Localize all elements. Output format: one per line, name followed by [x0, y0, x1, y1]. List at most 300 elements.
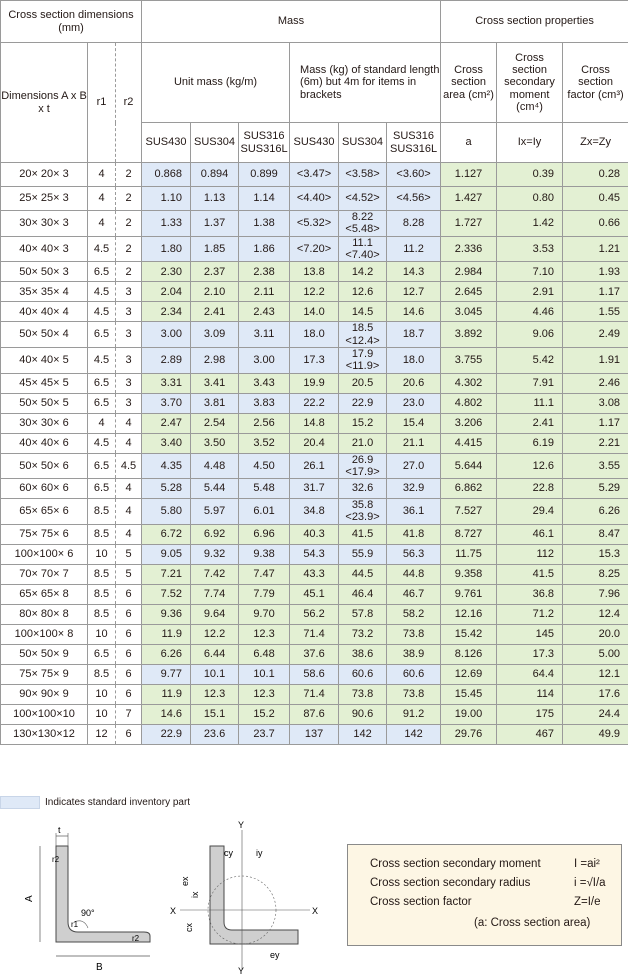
cell-unit-sus316: 7.79 [239, 584, 290, 604]
cell-std-sus304: 55.9 [339, 544, 387, 564]
cell-moment: 7.91 [497, 373, 563, 393]
cell-factor: 8.47 [563, 524, 628, 544]
cell-std-sus316: <4.56> [387, 187, 441, 211]
label-b: B [96, 962, 103, 973]
cell-unit-sus304: 23.6 [191, 724, 239, 744]
cell-unit-sus316: 9.38 [239, 544, 290, 564]
legend [0, 796, 190, 808]
table-row [1, 322, 628, 348]
cell-unit-sus316: 12.3 [239, 624, 290, 644]
cell-unit-sus316: 2.11 [239, 282, 290, 302]
cell-area: 6.862 [441, 479, 497, 499]
cell-std-sus430: 87.6 [290, 704, 339, 724]
cell-std-sus430: 45.1 [290, 584, 339, 604]
cell-area: 29.76 [441, 724, 497, 744]
cell-r2: 4 [116, 499, 142, 525]
table-row [1, 724, 628, 744]
cell-std-sus430: 71.4 [290, 624, 339, 644]
formula-radius-expr: i =√I/a [574, 877, 606, 889]
cell-moment: 175 [497, 704, 563, 724]
cell-r1: 6.5 [88, 453, 116, 479]
table-row [1, 373, 628, 393]
cell-r2: 6 [116, 604, 142, 624]
cell-dimensions: 100×100× 6 [1, 544, 88, 564]
formula-box [347, 844, 622, 946]
cell-r1: 8.5 [88, 524, 116, 544]
angle-profile-axes [210, 846, 298, 944]
table-row [1, 604, 628, 624]
cell-std-sus304: 90.6 [339, 704, 387, 724]
cell-std-sus430: <5.32> [290, 211, 339, 237]
cell-r2: 6 [116, 684, 142, 704]
cell-std-sus430: 13.8 [290, 262, 339, 282]
cell-factor: 8.25 [563, 564, 628, 584]
label-ex: ex [180, 876, 190, 886]
cell-unit-sus316: 7.47 [239, 564, 290, 584]
cell-area: 2.645 [441, 282, 497, 302]
cell-std-sus430: 40.3 [290, 524, 339, 544]
cell-std-sus316: 14.3 [387, 262, 441, 282]
cell-r1: 4 [88, 211, 116, 237]
cell-r1: 8.5 [88, 664, 116, 684]
label-angle: 90° [81, 908, 95, 918]
cell-area: 3.892 [441, 322, 497, 348]
cell-unit-sus316: 3.11 [239, 322, 290, 348]
cell-r1: 10 [88, 544, 116, 564]
cell-std-sus304: 26.9 <17.9> [339, 453, 387, 479]
table-row [1, 302, 628, 322]
cell-moment: 22.8 [497, 479, 563, 499]
table-row [1, 413, 628, 433]
cell-r1: 10 [88, 684, 116, 704]
cell-area: 4.415 [441, 433, 497, 453]
cell-dimensions: 40× 40× 3 [1, 236, 88, 262]
cell-std-sus304: 46.4 [339, 584, 387, 604]
cell-std-sus430: 54.3 [290, 544, 339, 564]
cell-unit-sus430: 4.35 [142, 453, 191, 479]
cell-factor: 6.26 [563, 499, 628, 525]
cell-r2: 4 [116, 479, 142, 499]
cell-r1: 4 [88, 187, 116, 211]
cell-unit-sus316: 2.56 [239, 413, 290, 433]
cell-std-sus316: 18.7 [387, 322, 441, 348]
cell-unit-sus430: 7.21 [142, 564, 191, 584]
table-row [1, 544, 628, 564]
header-area: Cross section area (cm²) [441, 43, 497, 123]
formula-factor-expr: Z=I/e [574, 896, 601, 908]
cell-std-sus304: 11.1 <7.40> [339, 236, 387, 262]
cell-dimensions: 50× 50× 4 [1, 322, 88, 348]
cell-factor: 24.4 [563, 704, 628, 724]
cell-r1: 6.5 [88, 644, 116, 664]
cell-dimensions: 60× 60× 6 [1, 479, 88, 499]
cell-std-sus304: 60.6 [339, 664, 387, 684]
cell-unit-sus430: 22.9 [142, 724, 191, 744]
table-row [1, 262, 628, 282]
table-row [1, 433, 628, 453]
cell-unit-sus316: 23.7 [239, 724, 290, 744]
cell-unit-sus304: 10.1 [191, 664, 239, 684]
cell-unit-sus430: 0.868 [142, 163, 191, 187]
table-row [1, 524, 628, 544]
cell-moment: 0.39 [497, 163, 563, 187]
label-x-left: X [170, 906, 177, 916]
cell-unit-sus304: 5.97 [191, 499, 239, 525]
cell-unit-sus316: 6.01 [239, 499, 290, 525]
cell-unit-sus316: 2.38 [239, 262, 290, 282]
cell-area: 15.42 [441, 624, 497, 644]
formula-note: (a: Cross section area) [474, 917, 591, 929]
cell-r2: 6 [116, 584, 142, 604]
label-r2-top: r2 [52, 855, 60, 864]
label-r2-bottom: r2 [132, 934, 140, 943]
cell-r2: 6 [116, 644, 142, 664]
label-iy: iy [256, 848, 263, 858]
cell-r1: 6.5 [88, 479, 116, 499]
cell-unit-sus430: 7.52 [142, 584, 191, 604]
cell-area: 3.206 [441, 413, 497, 433]
cell-std-sus316: 56.3 [387, 544, 441, 564]
cell-moment: 41.5 [497, 564, 563, 584]
cell-std-sus316: 11.2 [387, 236, 441, 262]
label-t: t [58, 825, 61, 835]
cell-area: 12.16 [441, 604, 497, 624]
cell-std-sus430: 18.0 [290, 322, 339, 348]
cell-factor: 17.6 [563, 684, 628, 704]
cell-dimensions: 80× 80× 8 [1, 604, 88, 624]
cell-area: 8.126 [441, 644, 497, 664]
cell-unit-sus430: 11.9 [142, 624, 191, 644]
cell-unit-sus304: 3.41 [191, 373, 239, 393]
cell-std-sus430: 71.4 [290, 684, 339, 704]
cell-std-sus430: 17.3 [290, 347, 339, 373]
cell-r2: 6 [116, 724, 142, 744]
cell-std-sus304: 73.8 [339, 684, 387, 704]
cell-moment: 29.4 [497, 499, 563, 525]
cell-std-sus430: <3.47> [290, 163, 339, 187]
cell-r1: 6.5 [88, 373, 116, 393]
cell-std-sus304: 142 [339, 724, 387, 744]
cell-std-sus316: <3.60> [387, 163, 441, 187]
header-r2: r2 [116, 43, 142, 163]
cell-moment: 46.1 [497, 524, 563, 544]
cell-dimensions: 30× 30× 6 [1, 413, 88, 433]
cell-unit-sus304: 9.32 [191, 544, 239, 564]
header-moment: Cross section secondary moment (cm⁴) [497, 43, 563, 123]
cell-std-sus316: 14.6 [387, 302, 441, 322]
angle-dimension-diagram [18, 824, 160, 974]
cell-std-sus316: 73.8 [387, 684, 441, 704]
cell-factor: 2.49 [563, 322, 628, 348]
cell-std-sus316: 38.9 [387, 644, 441, 664]
cell-factor: 0.45 [563, 187, 628, 211]
cell-area: 7.527 [441, 499, 497, 525]
cell-std-sus430: 22.2 [290, 393, 339, 413]
cell-moment: 36.8 [497, 584, 563, 604]
cell-dimensions: 30× 30× 3 [1, 211, 88, 237]
cell-r1: 4.5 [88, 347, 116, 373]
cell-unit-sus316: 12.3 [239, 684, 290, 704]
cell-moment: 0.80 [497, 187, 563, 211]
cell-factor: 1.91 [563, 347, 628, 373]
cell-unit-sus430: 1.80 [142, 236, 191, 262]
cell-factor: 15.3 [563, 544, 628, 564]
cell-std-sus304: 17.9 <11.9> [339, 347, 387, 373]
cell-dimensions: 20× 20× 3 [1, 163, 88, 187]
table-row [1, 644, 628, 664]
cell-r2: 2 [116, 187, 142, 211]
label-ix: ix [190, 891, 200, 898]
cell-r2: 2 [116, 211, 142, 237]
label-x-right: X [312, 906, 319, 916]
cell-moment: 114 [497, 684, 563, 704]
cell-moment: 112 [497, 544, 563, 564]
cell-unit-sus304: 6.44 [191, 644, 239, 664]
cell-unit-sus430: 2.34 [142, 302, 191, 322]
header-factor: Cross section factor (cm³) [563, 43, 628, 123]
cell-dimensions: 50× 50× 5 [1, 393, 88, 413]
cell-unit-sus316: 9.70 [239, 604, 290, 624]
cell-r1: 6.5 [88, 393, 116, 413]
cell-std-sus316: 20.6 [387, 373, 441, 393]
cell-unit-sus304: 9.64 [191, 604, 239, 624]
cell-moment: 145 [497, 624, 563, 644]
cell-r2: 3 [116, 322, 142, 348]
cell-r1: 6.5 [88, 322, 116, 348]
cell-unit-sus430: 2.30 [142, 262, 191, 282]
cell-unit-sus430: 5.80 [142, 499, 191, 525]
header-unit-sus430: SUS430 [142, 123, 191, 163]
cell-unit-sus304: 2.54 [191, 413, 239, 433]
header-std-sus316: SUS316 SUS316L [387, 123, 441, 163]
cell-r1: 8.5 [88, 604, 116, 624]
cell-unit-sus304: 1.37 [191, 211, 239, 237]
table-row [1, 684, 628, 704]
cell-r1: 6.5 [88, 262, 116, 282]
table-row [1, 453, 628, 479]
cell-area: 9.358 [441, 564, 497, 584]
cell-area: 2.336 [441, 236, 497, 262]
cell-dimensions: 130×130×12 [1, 724, 88, 744]
header-dimensions: Dimensions A x B x t [1, 43, 88, 163]
cell-unit-sus304: 12.3 [191, 684, 239, 704]
header-symbol-area: a [441, 123, 497, 163]
cell-area: 4.802 [441, 393, 497, 413]
cell-r1: 12 [88, 724, 116, 744]
cell-std-sus316: 12.7 [387, 282, 441, 302]
cell-std-sus430: 20.4 [290, 433, 339, 453]
cell-factor: 0.28 [563, 163, 628, 187]
cell-r1: 10 [88, 704, 116, 724]
cell-unit-sus316: 0.899 [239, 163, 290, 187]
cell-std-sus316: 15.4 [387, 413, 441, 433]
cell-std-sus316: 46.7 [387, 584, 441, 604]
cell-factor: 1.17 [563, 282, 628, 302]
cell-r1: 8.5 [88, 499, 116, 525]
cell-std-sus430: 137 [290, 724, 339, 744]
cell-std-sus304: <3.58> [339, 163, 387, 187]
table-row [1, 282, 628, 302]
cell-r2: 6 [116, 624, 142, 644]
label-a: A [24, 895, 35, 902]
cell-std-sus316: 21.1 [387, 433, 441, 453]
cell-r1: 4.5 [88, 433, 116, 453]
cell-unit-sus304: 5.44 [191, 479, 239, 499]
cell-factor: 1.93 [563, 262, 628, 282]
cell-unit-sus304: 4.48 [191, 453, 239, 479]
cell-dimensions: 75× 75× 6 [1, 524, 88, 544]
cell-unit-sus304: 3.09 [191, 322, 239, 348]
cell-r1: 4 [88, 163, 116, 187]
cell-factor: 7.96 [563, 584, 628, 604]
cell-moment: 17.3 [497, 644, 563, 664]
header-std-sus430: SUS430 [290, 123, 339, 163]
cell-std-sus304: 57.8 [339, 604, 387, 624]
cell-std-sus316: 58.2 [387, 604, 441, 624]
label-y-bottom: Y [238, 966, 245, 974]
cell-area: 4.302 [441, 373, 497, 393]
cell-unit-sus304: 2.41 [191, 302, 239, 322]
cell-moment: 9.06 [497, 322, 563, 348]
cell-unit-sus430: 3.40 [142, 433, 191, 453]
cell-unit-sus316: 3.43 [239, 373, 290, 393]
cell-dimensions: 65× 65× 8 [1, 584, 88, 604]
header-standard-mass: Mass (kg) of standard length (6m) but 4m for items in brackets [290, 43, 441, 123]
cell-r2: 2 [116, 262, 142, 282]
cell-std-sus430: <4.40> [290, 187, 339, 211]
cell-std-sus316: 91.2 [387, 704, 441, 724]
cell-area: 11.75 [441, 544, 497, 564]
cell-unit-sus430: 6.26 [142, 644, 191, 664]
cell-std-sus430: 14.0 [290, 302, 339, 322]
header-unit-sus304: SUS304 [191, 123, 239, 163]
cell-factor: 1.21 [563, 236, 628, 262]
cell-factor: 12.1 [563, 664, 628, 684]
table-row [1, 564, 628, 584]
cell-std-sus316: 44.8 [387, 564, 441, 584]
label-y-top: Y [238, 820, 245, 830]
cell-unit-sus304: 0.894 [191, 163, 239, 187]
table-row [1, 347, 628, 373]
cell-std-sus316: 8.28 [387, 211, 441, 237]
cell-moment: 5.42 [497, 347, 563, 373]
cell-std-sus304: <4.52> [339, 187, 387, 211]
table-body [1, 163, 628, 745]
cell-area: 1.727 [441, 211, 497, 237]
cell-area: 9.761 [441, 584, 497, 604]
cell-area: 8.727 [441, 524, 497, 544]
cell-std-sus304: 44.5 [339, 564, 387, 584]
cell-r1: 8.5 [88, 564, 116, 584]
cell-std-sus304: 22.9 [339, 393, 387, 413]
cell-unit-sus304: 12.2 [191, 624, 239, 644]
cell-unit-sus316: 1.14 [239, 187, 290, 211]
cell-unit-sus430: 3.70 [142, 393, 191, 413]
cell-std-sus430: 26.1 [290, 453, 339, 479]
cell-unit-sus304: 2.37 [191, 262, 239, 282]
cell-moment: 4.46 [497, 302, 563, 322]
table-row [1, 236, 628, 262]
cell-std-sus304: 35.8 <23.9> [339, 499, 387, 525]
header-properties-group: Cross section properties [441, 1, 628, 43]
cell-moment: 7.10 [497, 262, 563, 282]
cell-std-sus316: 142 [387, 724, 441, 744]
cell-unit-sus430: 6.72 [142, 524, 191, 544]
cell-unit-sus430: 9.36 [142, 604, 191, 624]
cell-unit-sus430: 1.33 [142, 211, 191, 237]
cell-moment: 2.41 [497, 413, 563, 433]
cell-unit-sus304: 7.42 [191, 564, 239, 584]
cell-r2: 3 [116, 373, 142, 393]
cell-moment: 467 [497, 724, 563, 744]
cell-std-sus316: 41.8 [387, 524, 441, 544]
cell-r1: 4.5 [88, 236, 116, 262]
cell-std-sus316: 36.1 [387, 499, 441, 525]
cell-unit-sus430: 11.9 [142, 684, 191, 704]
table-row [1, 499, 628, 525]
table-row [1, 584, 628, 604]
header-std-sus304: SUS304 [339, 123, 387, 163]
cell-unit-sus430: 3.31 [142, 373, 191, 393]
cell-std-sus316: 23.0 [387, 393, 441, 413]
cell-dimensions: 50× 50× 6 [1, 453, 88, 479]
cell-unit-sus316: 2.43 [239, 302, 290, 322]
cell-moment: 3.53 [497, 236, 563, 262]
cell-unit-sus316: 6.96 [239, 524, 290, 544]
cell-factor: 12.4 [563, 604, 628, 624]
cell-unit-sus304: 1.13 [191, 187, 239, 211]
cell-unit-sus304: 3.50 [191, 433, 239, 453]
label-cy: cy [224, 848, 233, 858]
label-ey: ey [270, 950, 280, 960]
cell-r1: 10 [88, 624, 116, 644]
table-row [1, 211, 628, 237]
cell-unit-sus304: 3.81 [191, 393, 239, 413]
cell-factor: 1.55 [563, 302, 628, 322]
cell-unit-sus430: 2.89 [142, 347, 191, 373]
cell-std-sus304: 12.6 [339, 282, 387, 302]
cell-area: 15.45 [441, 684, 497, 704]
header-symbol-moment: Ix=Iy [497, 123, 563, 163]
cell-dimensions: 90× 90× 9 [1, 684, 88, 704]
label-cx: cx [184, 923, 194, 932]
cell-unit-sus304: 6.92 [191, 524, 239, 544]
header-symbol-factor: Zx=Zy [563, 123, 628, 163]
cell-dimensions: 45× 45× 5 [1, 373, 88, 393]
cell-r1: 8.5 [88, 584, 116, 604]
cell-unit-sus316: 6.48 [239, 644, 290, 664]
cell-r1: 4.5 [88, 282, 116, 302]
cell-dimensions: 40× 40× 6 [1, 433, 88, 453]
cell-std-sus304: 8.22 <5.48> [339, 211, 387, 237]
cell-dimensions: 40× 40× 4 [1, 302, 88, 322]
cell-std-sus430: 43.3 [290, 564, 339, 584]
cell-std-sus430: 12.2 [290, 282, 339, 302]
cell-area: 19.00 [441, 704, 497, 724]
cell-moment: 64.4 [497, 664, 563, 684]
cell-r2: 4 [116, 524, 142, 544]
cell-area: 12.69 [441, 664, 497, 684]
cell-moment: 1.42 [497, 211, 563, 237]
cell-factor: 1.17 [563, 413, 628, 433]
cell-unit-sus316: 1.86 [239, 236, 290, 262]
cell-factor: 2.46 [563, 373, 628, 393]
cell-unit-sus430: 3.00 [142, 322, 191, 348]
cell-unit-sus430: 2.47 [142, 413, 191, 433]
cell-std-sus430: 37.6 [290, 644, 339, 664]
cell-unit-sus316: 4.50 [239, 453, 290, 479]
cell-unit-sus304: 2.10 [191, 282, 239, 302]
